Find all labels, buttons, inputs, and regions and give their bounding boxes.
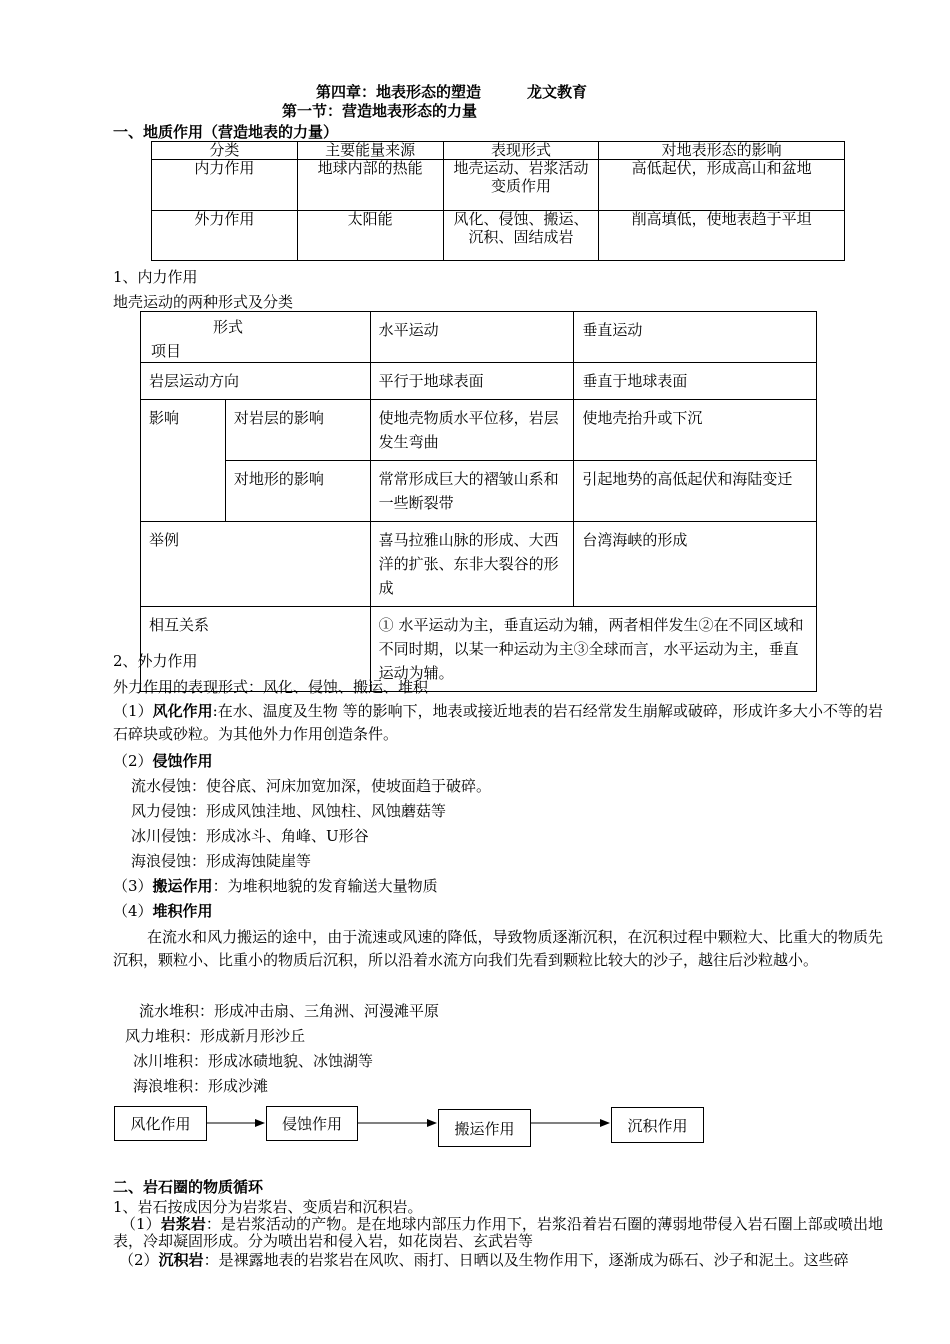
item-number: （1） [113, 702, 153, 720]
cell-line: 地壳运动、岩浆活动 [453, 159, 589, 178]
igneous-paragraph [113, 1216, 883, 1251]
weathering-label: 风化作用 [152, 702, 213, 720]
row-example: 举例 [141, 522, 371, 607]
list-item: 海浪侵蚀：形成海蚀陡崖等 [131, 852, 312, 870]
list-item: 冰川堆积：形成冰碛地貌、冰蚀湖等 [133, 1052, 374, 1070]
item-number: （1） [121, 1215, 161, 1233]
deposit-label: 堆积作用 [152, 902, 213, 920]
table-cell: 引起地势的高低起伏和海陆变迁 [574, 461, 817, 522]
col-horizontal: 水平运动 [370, 312, 574, 363]
weathering-text: :在水、温度及生物 等的影响下，地表或接近地表的岩石经常发生崩解或破碎，形成许多大小不等的岩石碎块或砂粒。为其他外力作用创造条件。 [113, 702, 884, 744]
corner-top: 形式 [213, 318, 244, 336]
relation-cell: ① 水平运动为主，垂直运动为辅，两者相伴发生②在不同区域和不同时期，以某一种运动为主③全球而言，水平运动为主，垂直运动为辅。 [370, 607, 816, 692]
inner-heading: 1、内力作用 [113, 268, 198, 286]
row-impact: 影响 [141, 400, 226, 522]
table-cell: 削高填低，使地表趋于平坦 [599, 211, 845, 261]
cell-line: 变质作用 [490, 176, 551, 195]
list-item: 冰川侵蚀：形成冰斗、角峰、U形谷 [131, 827, 369, 845]
table-cell: 常常形成巨大的褶皱山系和一些断裂带 [370, 461, 574, 522]
deposit-paragraph: 在流水和风力搬运的途中，由于流速或风速的降低，导致物质逐渐沉积，在沉积过程中颗粒大、比重大的物质先沉积，颗粒小、比重小的物质后沉积，所以沿着水流方向我们先看到颗粒比较大的沙子，越往后沙粒越小。 [113, 928, 883, 970]
item-number: （2） [113, 752, 153, 770]
col-vertical: 垂直运动 [574, 312, 817, 363]
sedimentary-paragraph [113, 1252, 883, 1272]
table-header: 表现形式 [443, 142, 599, 160]
cell-line: 沉积、固结成岩 [468, 227, 574, 246]
part2-intro: 1、岩石按成因分为岩浆岩、变质岩和沉积岩。 [113, 1198, 423, 1216]
table-cell: 外力作用 [152, 211, 298, 261]
item-number: （4） [113, 902, 153, 920]
table-cell: 垂直于地球表面 [574, 363, 817, 400]
transport-text: ：为堆积地貌的发育输送大量物质 [212, 877, 438, 895]
table-cell: 地球内部的热能 [297, 160, 443, 211]
part1-heading: 一、地质作用（营造地表的力量） [113, 123, 339, 141]
flow-box-erosion: 侵蚀作用 [266, 1106, 358, 1141]
table-cell: 喜马拉雅山脉的形成、大西洋的扩张、东非大裂谷的形成 [370, 522, 574, 607]
flow-box-deposit: 沉积作用 [611, 1107, 704, 1143]
outer-forms: 外力作用的表现形式：风化、侵蚀、搬运、堆积 [113, 678, 429, 696]
flow-box-transport: 搬运作用 [438, 1109, 531, 1147]
table-cell: 太阳能 [297, 211, 443, 261]
list-item: 流水侵蚀：使谷底、河床加宽加深，使坡面趋于破碎。 [131, 777, 492, 795]
table-cell: 平行于地球表面 [370, 363, 574, 400]
brand-name: 龙文教育 [527, 83, 588, 101]
sedimentary-label: 沉积岩 [158, 1252, 204, 1269]
row-relation: 相互关系 [141, 607, 371, 692]
outer-heading: 2、外力作用 [113, 652, 198, 670]
impact-terrain: 对地形的影响 [225, 461, 370, 522]
transport-label: 搬运作用 [152, 877, 213, 895]
flow-box-weathering: 风化作用 [114, 1106, 207, 1141]
impact-rock: 对岩层的影响 [225, 400, 370, 461]
list-item: 风力侵蚀：形成风蚀洼地、风蚀柱、风蚀蘑菇等 [131, 802, 447, 820]
erosion-label: 侵蚀作用 [152, 752, 213, 770]
cell-line: 风化、侵蚀、搬运、 [453, 210, 589, 229]
list-item: 海浪堆积：形成沙滩 [133, 1077, 269, 1095]
item-number: （3） [113, 877, 153, 895]
table-cell: 台湾海峡的形成 [574, 522, 817, 607]
inner-subheading: 地壳运动的两种形式及分类 [113, 293, 294, 311]
table-header: 分类 [152, 142, 298, 160]
sedimentary-text: ：是裸露地表的岩浆岩在风吹、雨打、日晒以及生物作用下，逐渐成为砾石、沙子和泥土。这些碎 [203, 1252, 849, 1269]
row-direction: 岩层运动方向 [141, 363, 371, 400]
section-title: 第一节：营造地表形态的力量 [282, 102, 478, 120]
part2-heading: 二、岩石圈的物质循环 [113, 1178, 264, 1196]
table-header: 对地表形态的影响 [599, 142, 845, 160]
table-header: 主要能量来源 [297, 142, 443, 160]
table-cell: 高低起伏，形成高山和盆地 [599, 160, 845, 211]
list-item: 流水堆积：形成冲击扇、三角洲、河漫滩平原 [139, 1002, 440, 1020]
item-number: （2） [119, 1252, 159, 1269]
igneous-label: 岩浆岩 [160, 1215, 206, 1233]
igneous-text: ：是岩浆活动的产物。是在地球内部压力作用下，岩浆沿着岩石圈的薄弱地带侵入岩石圈上部或喷出地表，冷却凝固形成。分为喷出岩和侵入岩，如花岗岩、玄武岩等 [113, 1215, 883, 1251]
chapter-title: 第四章：地表形态的塑造 [316, 83, 482, 101]
corner-bottom: 项目 [151, 342, 182, 360]
table-cell: 使地壳抬升或下沉 [574, 400, 817, 461]
list-item: 风力堆积：形成新月形沙丘 [125, 1027, 306, 1045]
table-cell: 使地壳物质水平位移，岩层发生弯曲 [370, 400, 574, 461]
table-cell: 内力作用 [152, 160, 298, 211]
